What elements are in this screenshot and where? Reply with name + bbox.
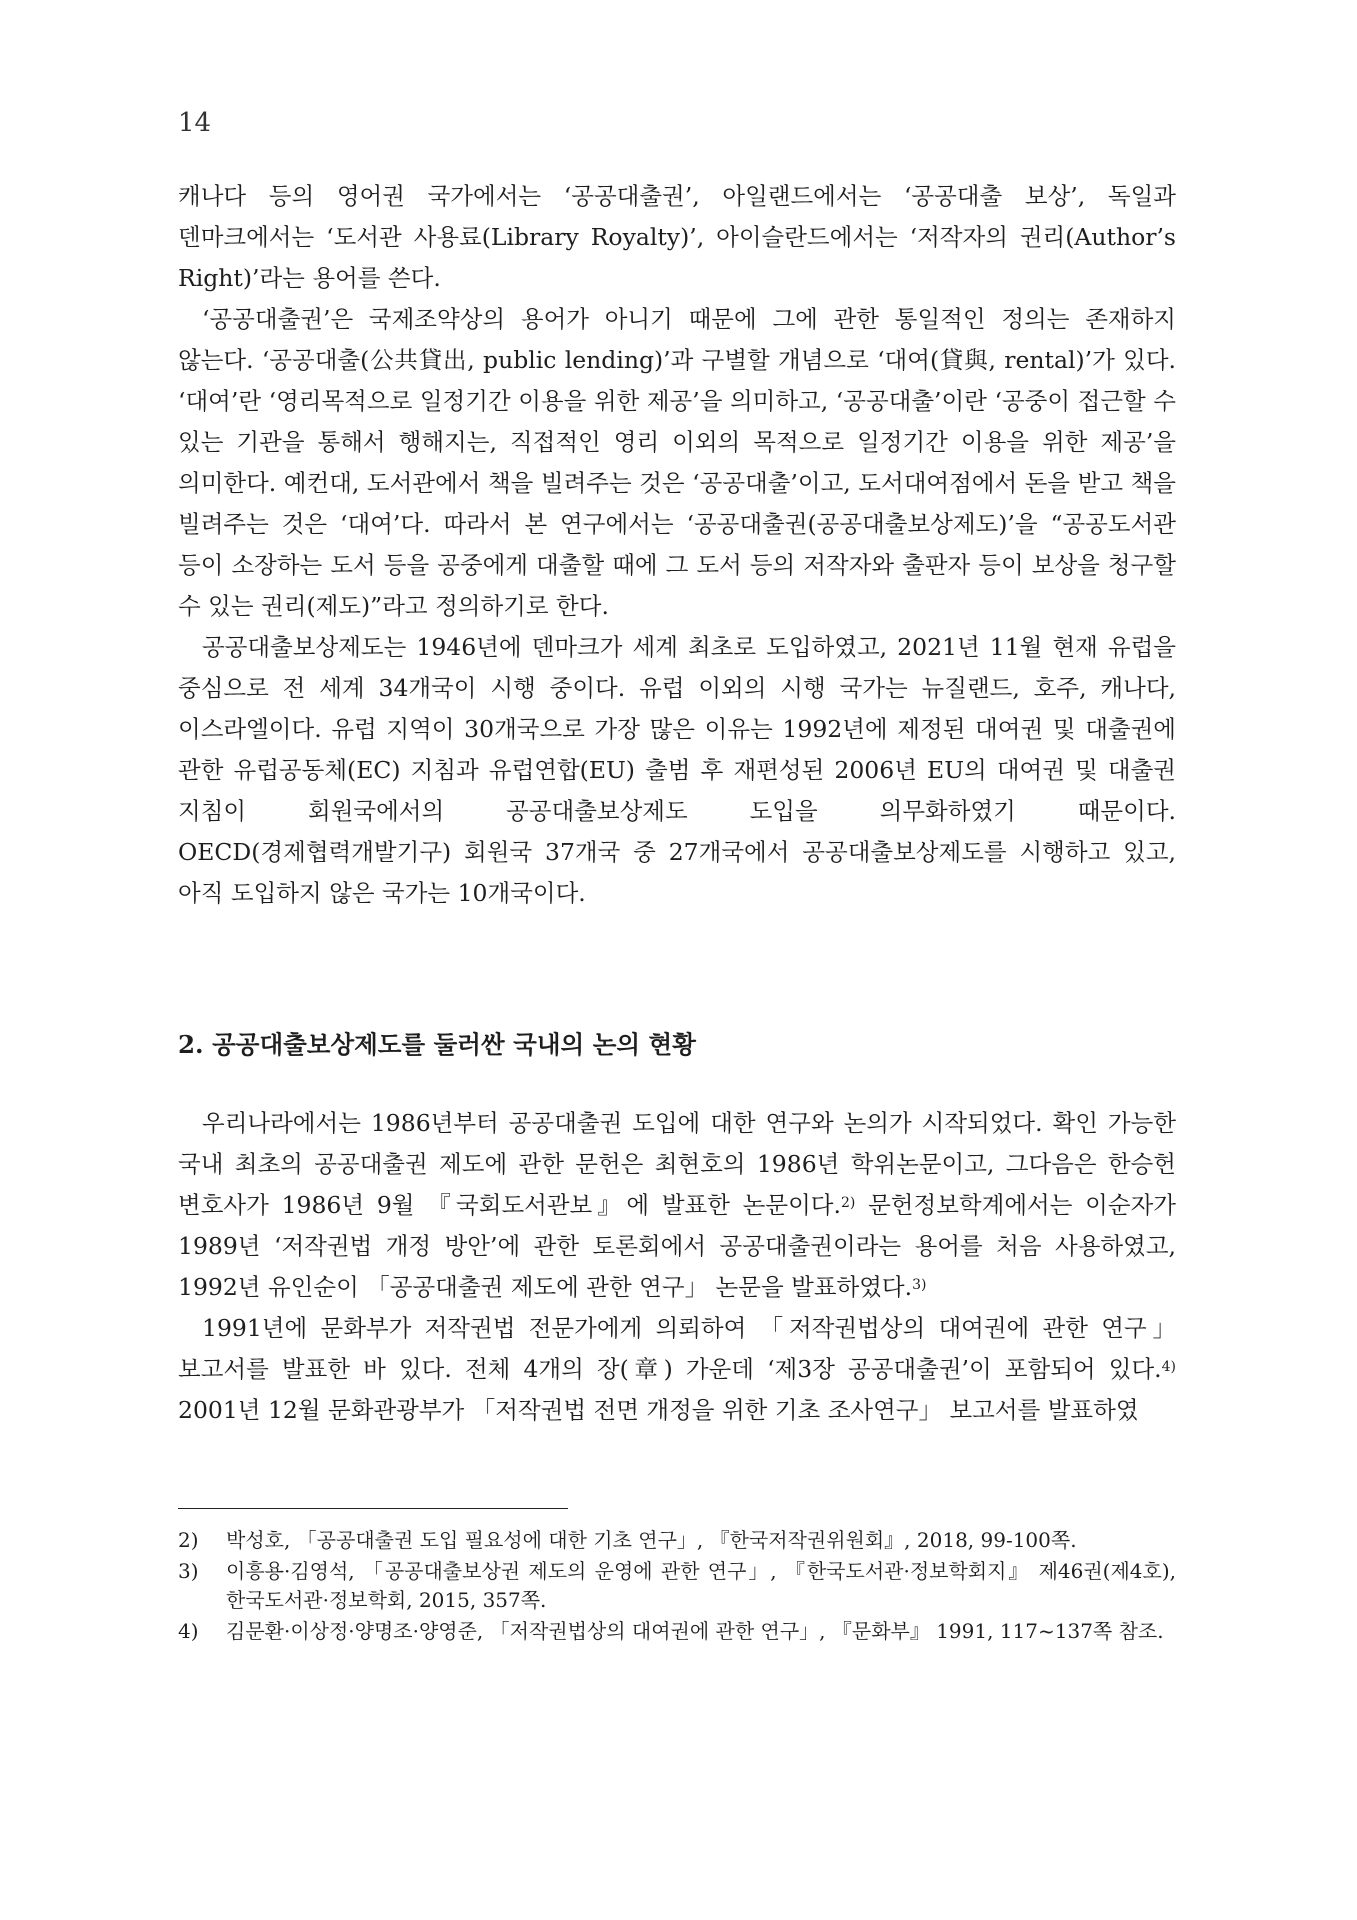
footnote-divider <box>178 1508 568 1509</box>
footnote-4 <box>178 1617 1176 1646</box>
footnote-text: 이흥용·김영석, 「공공대출보상권 제도의 운영에 관한 연구」, 『한국도서관·정보학회지』 제46권(제4호), 한국도서관·정보학회, 2015, 357쪽. <box>226 1559 1176 1612</box>
section-heading: 2. 공공대출보상제도를 둘러싼 국내의 논의 현황 <box>178 1030 696 1059</box>
footnote-number: 3) <box>178 1559 199 1583</box>
section-paragraph-2-text-a: 1991년에 문화부가 저작권법 전문가에게 의뢰하여 「저작권법상의 대여권에 관한 연구」 보고서를 발표한 바 있다. 전체 4개의 장(章) 가운데 ‘제3장 공공대출권’이 포함되어 있다. <box>178 1314 1176 1383</box>
footnote-ref-2[interactable]: 2) <box>840 1195 856 1211</box>
paragraph-2: ‘공공대출권’은 국제조약상의 용어가 아니기 때문에 그에 관한 통일적인 정의는 존재하지 않는다. ‘공공대출(公共貸出, public lending)’과 구별할 개념으로 ‘대여(貸與, rental)’가 있다. ‘대여’란 ‘영리목적으로 일정기간 이용을 위한 제공’을 의미하고, ‘공공대출’이란 ‘공중이 접근할 수 있는 기관을 통해서 행해지는, 직접적인 영리 이외의 목적으로 일정기간 이용을 위한 제공’을 의미한다. 예컨대, 도서관에서 책을 빌려주는 것은 ‘공공대출’이고, 도서대여점에서 돈을 받고 책을 빌려주는 것은 ‘대여’다. 따라서 본 연구에서는 ‘공공대출권(공공대출보상제도)’을 “공공도서관 등이 소장하는 도서 등을 공중에게 대출할 때에 그 도서 등의 저작자와 출판자 등이 보상을 청구할 수 있는 권리(제도)”라고 정의하기로 한다. <box>178 305 1176 620</box>
paragraph-3: 공공대출보상제도는 1946년에 덴마크가 세계 최초로 도입하였고, 2021년 11월 현재 유럽을 중심으로 전 세계 34개국이 시행 중이다. 유럽 이외의 시행 국가는 뉴질랜드, 호주, 캐나다, 이스라엘이다. 유럽 지역이 30개국으로 가장 많은 이유는 1992년에 제정된 대여권 및 대출권에 관한 유럽공동체(EC) 지침과 유럽연합(EU) 출범 후 재편성된 2006년 EU의 대여권 및 대출권 지침이 회원국에서의 공공대출보상제도 도입을 의무화하였기 때문이다. OECD(경제협력개발기구) 회원국 37개국 중 27개국에서 공공대출보상제도를 시행하고 있고, 아직 도입하지 않은 국가는 10개국이다. <box>178 633 1176 907</box>
section-paragraph-1 <box>178 1103 1176 1308</box>
footnote-number: 2) <box>178 1528 199 1552</box>
paragraph-1: 캐나다 등의 영어권 국가에서는 ‘공공대출권’, 아일랜드에서는 ‘공공대출 보상’, 독일과 덴마크에서는 ‘도서관 사용료(Library Royalty)’, 아이슬란드에서는 ‘저작자의 권리(Author’s Right)’라는 용어를 쓴다. <box>178 182 1176 292</box>
footnote-ref-3[interactable]: 3) <box>912 1277 927 1293</box>
body-text-section <box>178 1103 1176 1431</box>
section-paragraph-2-text-b: 2001년 12월 문화관광부가 「저작권법 전면 개정을 위한 기초 조사연구」 보고서를 발표하였 <box>178 1396 1139 1424</box>
footnote-number: 4) <box>178 1619 199 1643</box>
body-text-top <box>178 176 1176 914</box>
page-number: 14 <box>178 108 212 138</box>
section-paragraph-1-text-b: 문헌정보학계에서는 이순자가 1989년 ‘저작권법 개정 방안’에 관한 토론회에서 공공대출권이라는 용어를 처음 사용하였고, 1992년 유인순이 「공공대출권 제도에 관한 연구」 논문을 발표하였다. <box>178 1191 1176 1301</box>
footnote-text: 박성호, 「공공대출권 도입 필요성에 대한 기초 연구」, 『한국저작권위원회』, 2018, 99-100쪽. <box>226 1528 1077 1552</box>
footnote-text: 김문환·이상정·양명조·양영준, 「저작권법상의 대여권에 관한 연구」, 『문화부』 1991, 117~137쪽 참조. <box>226 1619 1164 1643</box>
footnote-2 <box>178 1526 1176 1555</box>
section-paragraph-2 <box>178 1308 1176 1431</box>
footnote-ref-4[interactable]: 4) <box>1161 1359 1176 1375</box>
footnote-3 <box>178 1557 1176 1615</box>
section-paragraph-1-text-a: 우리나라에서는 1986년부터 공공대출권 도입에 대한 연구와 논의가 시작되었다. 확인 가능한 국내 최초의 공공대출권 제도에 관한 문헌은 최현호의 1986년 학위논문이고, 그다음은 한승헌 변호사가 1986년 9월 『국회도서관보』에 발표한 논문이다. <box>178 1109 1176 1219</box>
footnotes <box>178 1526 1176 1648</box>
